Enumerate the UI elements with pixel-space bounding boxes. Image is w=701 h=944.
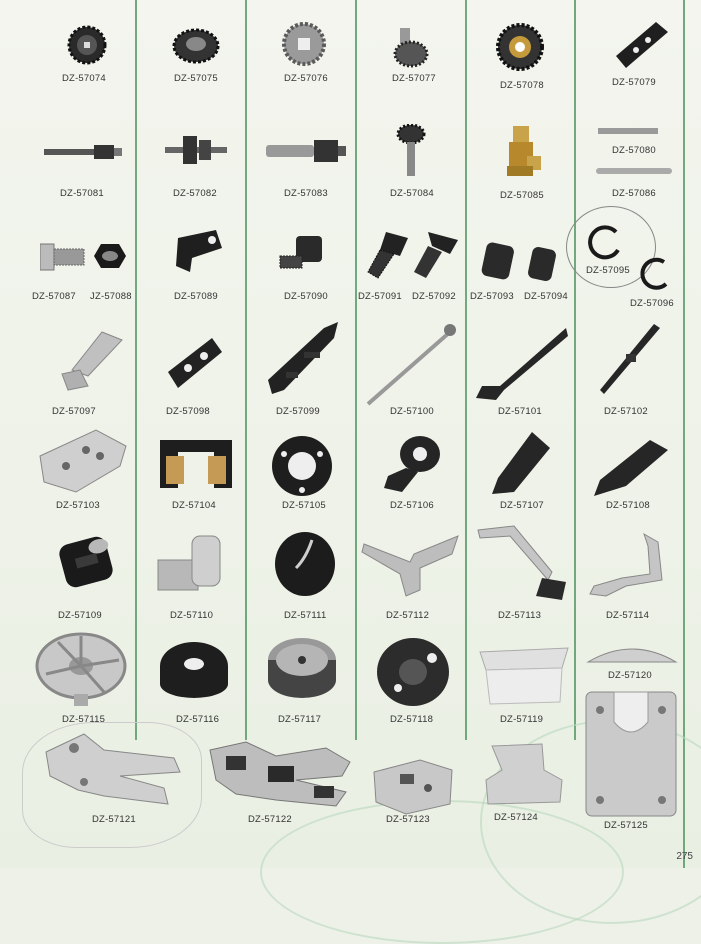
part-code: DZ-57096	[630, 298, 674, 309]
part-code: DZ-57118	[390, 714, 434, 725]
part-blade	[590, 436, 670, 500]
part-gear	[66, 24, 108, 66]
part-code: DZ-57116	[176, 714, 220, 725]
part-terminal-block	[158, 436, 234, 492]
part-disc	[374, 636, 452, 708]
part-code: DZ-57125	[604, 820, 648, 831]
part-code: DZ-57093	[470, 291, 514, 302]
part-nut	[93, 242, 127, 270]
part-screw	[366, 232, 410, 280]
part-code: DZ-57112	[386, 610, 430, 621]
part-sleeve	[526, 244, 560, 284]
part-code: DZ-57077	[392, 73, 436, 84]
part-code: DZ-57090	[284, 291, 328, 302]
part-fan	[34, 630, 128, 708]
part-cover	[584, 640, 680, 666]
part-code: JZ-57088	[90, 291, 132, 302]
part-code: DZ-57121	[92, 814, 136, 825]
part-bracket	[264, 318, 344, 398]
part-code: DZ-57115	[62, 714, 106, 725]
part-code: DZ-57083	[284, 188, 328, 199]
part-code: DZ-57098	[166, 406, 210, 417]
part-code: DZ-57100	[390, 406, 434, 417]
column-divider	[355, 0, 357, 740]
part-frame-plate	[44, 732, 184, 812]
part-code: DZ-57117	[278, 714, 322, 725]
part-gear	[172, 26, 220, 64]
part-mounting-plate	[36, 426, 128, 496]
part-cover	[476, 646, 572, 706]
part-code: DZ-57075	[174, 73, 218, 84]
page-number: 275	[676, 851, 693, 862]
part-screw	[278, 236, 324, 274]
part-sleeve	[480, 240, 518, 280]
part-pulley	[264, 634, 340, 702]
part-code: DZ-57111	[284, 610, 327, 621]
part-code: DZ-57113	[498, 610, 542, 621]
part-code: DZ-57085	[500, 190, 544, 201]
part-code: DZ-57094	[524, 291, 568, 302]
part-code: DZ-57081	[60, 188, 104, 199]
part-pin	[596, 166, 672, 176]
part-gear-shaft	[396, 124, 426, 180]
part-lever-arm	[360, 534, 462, 600]
part-code: DZ-57095	[586, 265, 630, 276]
part-code: DZ-57087	[32, 291, 76, 302]
part-code: DZ-57089	[174, 291, 218, 302]
part-code: DZ-57091	[358, 291, 402, 302]
part-code: DZ-57079	[612, 77, 656, 88]
part-screw	[40, 242, 86, 272]
part-lever	[470, 324, 570, 404]
part-lever-arm	[474, 522, 574, 604]
part-code: DZ-57104	[172, 500, 216, 511]
part-code: DZ-57080	[612, 145, 656, 156]
part-gear	[495, 22, 545, 72]
part-code: DZ-57109	[58, 610, 102, 621]
part-code: DZ-57120	[608, 670, 652, 681]
part-code: DZ-57076	[284, 73, 328, 84]
part-retaining-ring	[636, 256, 674, 292]
part-plate	[584, 690, 678, 818]
part-lever	[596, 324, 666, 400]
part-shaft	[266, 136, 348, 166]
part-code: DZ-57106	[390, 500, 434, 511]
part-code: DZ-57101	[498, 406, 542, 417]
part-code: DZ-57078	[500, 80, 544, 91]
part-bracket	[172, 228, 224, 274]
part-code: DZ-57114	[606, 610, 650, 621]
part-gear	[392, 26, 430, 70]
part-bracket	[378, 432, 444, 496]
part-link-plate	[162, 334, 224, 390]
part-retaining-ring	[586, 224, 626, 260]
part-disc	[270, 434, 334, 498]
part-gear	[279, 22, 329, 66]
part-rod	[364, 322, 460, 408]
part-knob	[272, 530, 338, 598]
part-code: DZ-57102	[604, 406, 648, 417]
part-disc	[158, 638, 230, 702]
part-gear-shaft	[165, 130, 227, 170]
part-bracket	[58, 330, 124, 392]
part-code: DZ-57124	[494, 812, 538, 823]
part-assembly	[206, 740, 356, 810]
part-code: DZ-57105	[282, 500, 326, 511]
column-divider	[245, 0, 247, 740]
part-plate	[612, 20, 670, 70]
part-code: DZ-57074	[62, 73, 106, 84]
column-divider	[465, 0, 467, 740]
column-divider	[574, 0, 576, 740]
part-code: DZ-57099	[276, 406, 320, 417]
part-bracket-cylinder	[156, 530, 230, 600]
part-capacitor	[52, 536, 118, 592]
part-code: DZ-57092	[412, 291, 456, 302]
column-divider	[135, 0, 137, 740]
part-code: DZ-57082	[173, 188, 217, 199]
part-code: DZ-57108	[606, 500, 650, 511]
part-code: DZ-57122	[248, 814, 292, 825]
part-code: DZ-57119	[500, 714, 544, 725]
part-code: DZ-57086	[612, 188, 656, 199]
part-shaft	[44, 142, 124, 162]
part-screw	[410, 230, 460, 280]
part-code: DZ-57103	[56, 500, 100, 511]
part-bracket	[482, 740, 566, 808]
part-code: DZ-57123	[386, 814, 430, 825]
part-blade	[488, 430, 554, 498]
part-code: DZ-57084	[390, 188, 434, 199]
part-mounting-block	[370, 758, 456, 816]
part-pin	[598, 126, 658, 136]
part-lever-arm	[586, 530, 676, 600]
part-code: DZ-57107	[500, 500, 544, 511]
part-code: DZ-57097	[52, 406, 96, 417]
part-code: DZ-57110	[170, 610, 214, 621]
part-brass-fitting	[503, 126, 543, 180]
